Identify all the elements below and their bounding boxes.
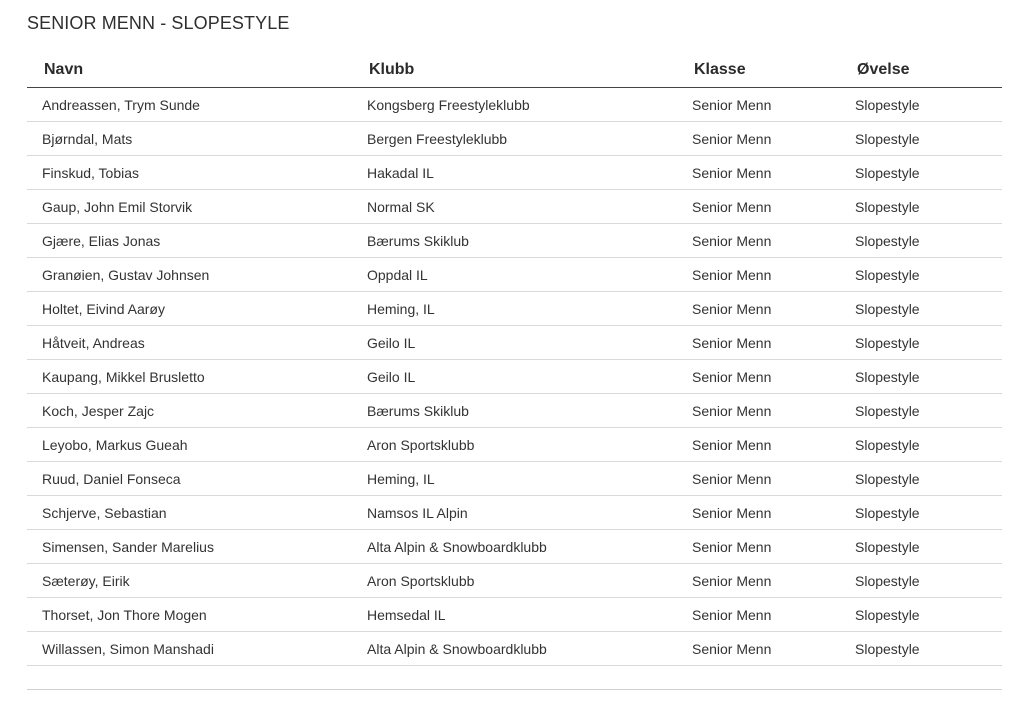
cell-name: Leyobo, Markus Gueah [27,428,352,462]
cell-name: Willassen, Simon Manshadi [27,632,352,666]
table-row [27,326,1002,360]
cell-club: Normal SK [352,190,677,224]
cell-name: Kaupang, Mikkel Brusletto [27,360,352,394]
cell-club: Bærums Skiklub [352,224,677,258]
cell-name: Gaup, John Emil Storvik [27,190,352,224]
cell-club: Geilo IL [352,360,677,394]
results-table [27,52,1002,666]
cell-name: Andreassen, Trym Sunde [27,88,352,122]
cell-club: Oppdal IL [352,258,677,292]
cell-class: Senior Menn [677,428,840,462]
cell-event: Slopestyle [840,258,1002,292]
cell-class: Senior Menn [677,258,840,292]
cell-event: Slopestyle [840,326,1002,360]
column-header-class: Klasse [677,52,840,88]
table-body [27,88,1002,666]
table-row [27,292,1002,326]
cell-event: Slopestyle [840,122,1002,156]
table-row [27,122,1002,156]
cell-event: Slopestyle [840,190,1002,224]
table-row [27,394,1002,428]
cell-club: Heming, IL [352,462,677,496]
column-header-event: Øvelse [840,52,1002,88]
cell-club: Geilo IL [352,326,677,360]
cell-event: Slopestyle [840,292,1002,326]
cell-class: Senior Menn [677,360,840,394]
cell-class: Senior Menn [677,462,840,496]
cell-club: Alta Alpin & Snowboardklubb [352,530,677,564]
table-row [27,462,1002,496]
cell-name: Granøien, Gustav Johnsen [27,258,352,292]
cell-class: Senior Menn [677,292,840,326]
cell-class: Senior Menn [677,224,840,258]
cell-club: Aron Sportsklubb [352,564,677,598]
table-row [27,598,1002,632]
cell-class: Senior Menn [677,632,840,666]
cell-class: Senior Menn [677,598,840,632]
cell-name: Gjære, Elias Jonas [27,224,352,258]
cell-name: Sæterøy, Eirik [27,564,352,598]
table-row [27,632,1002,666]
column-header-name: Navn [27,52,352,88]
cell-club: Alta Alpin & Snowboardklubb [352,632,677,666]
cell-club: Aron Sportsklubb [352,428,677,462]
bottom-divider [27,689,1002,690]
cell-name: Finskud, Tobias [27,156,352,190]
cell-name: Ruud, Daniel Fonseca [27,462,352,496]
cell-name: Holtet, Eivind Aarøy [27,292,352,326]
cell-event: Slopestyle [840,156,1002,190]
table-row [27,496,1002,530]
cell-class: Senior Menn [677,564,840,598]
cell-event: Slopestyle [840,88,1002,122]
cell-event: Slopestyle [840,564,1002,598]
table-row [27,360,1002,394]
cell-name: Thorset, Jon Thore Mogen [27,598,352,632]
cell-name: Håtveit, Andreas [27,326,352,360]
cell-event: Slopestyle [840,530,1002,564]
table-row [27,156,1002,190]
cell-event: Slopestyle [840,462,1002,496]
table-row [27,190,1002,224]
cell-event: Slopestyle [840,224,1002,258]
table-row [27,530,1002,564]
cell-event: Slopestyle [840,496,1002,530]
cell-class: Senior Menn [677,530,840,564]
cell-club: Kongsberg Freestyleklubb [352,88,677,122]
cell-club: Hemsedal IL [352,598,677,632]
table-row [27,258,1002,292]
cell-class: Senior Menn [677,122,840,156]
column-header-club: Klubb [352,52,677,88]
cell-club: Bergen Freestyleklubb [352,122,677,156]
cell-event: Slopestyle [840,394,1002,428]
cell-name: Schjerve, Sebastian [27,496,352,530]
cell-club: Bærums Skiklub [352,394,677,428]
cell-event: Slopestyle [840,598,1002,632]
cell-class: Senior Menn [677,190,840,224]
cell-class: Senior Menn [677,156,840,190]
cell-event: Slopestyle [840,632,1002,666]
cell-class: Senior Menn [677,88,840,122]
cell-club: Namsos IL Alpin [352,496,677,530]
table-row [27,428,1002,462]
cell-event: Slopestyle [840,360,1002,394]
cell-event: Slopestyle [840,428,1002,462]
table-row [27,88,1002,122]
table-row [27,224,1002,258]
cell-name: Simensen, Sander Marelius [27,530,352,564]
table-header-row [27,52,1002,88]
table-row [27,564,1002,598]
cell-class: Senior Menn [677,496,840,530]
cell-name: Bjørndal, Mats [27,122,352,156]
cell-class: Senior Menn [677,326,840,360]
section-title: SENIOR MENN - SLOPESTYLE [27,13,290,33]
cell-club: Hakadal IL [352,156,677,190]
cell-club: Heming, IL [352,292,677,326]
cell-name: Koch, Jesper Zajc [27,394,352,428]
cell-class: Senior Menn [677,394,840,428]
